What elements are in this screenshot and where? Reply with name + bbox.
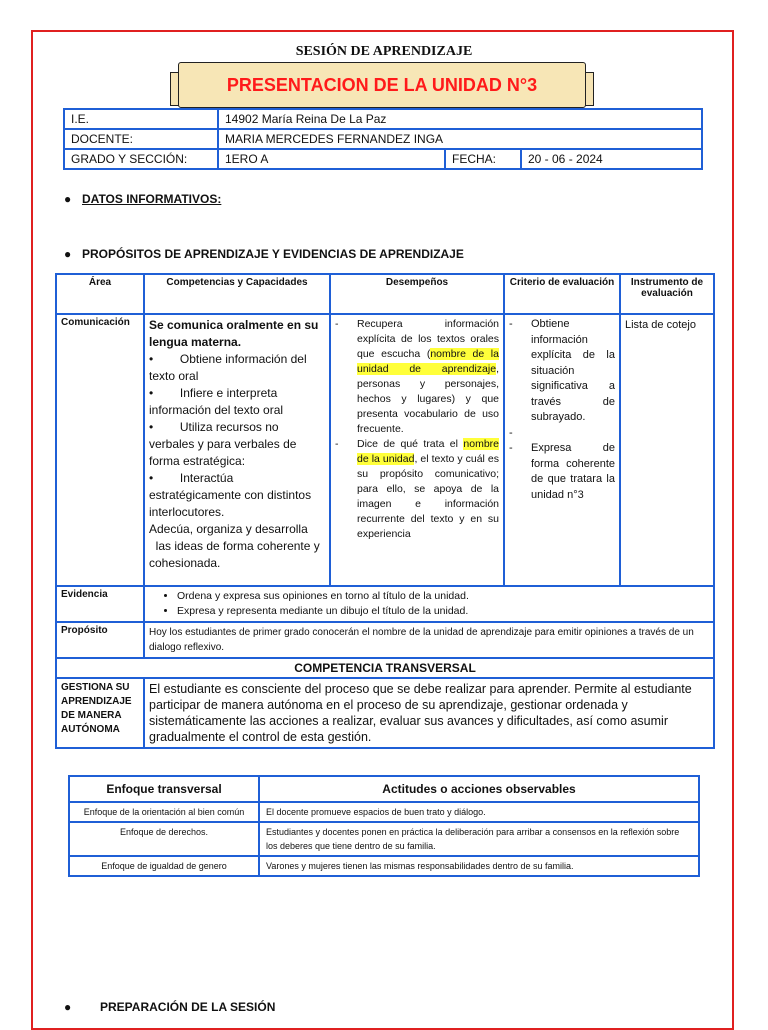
instrumento-cell: Lista de cotejo — [620, 314, 714, 586]
section-datos-label: DATOS INFORMATIVOS: — [82, 192, 222, 206]
competencia-title: Se comunica oralmente en su lengua materna. — [149, 318, 319, 349]
header-enfoque: Enfoque transversal — [69, 776, 259, 802]
info-row-grado — [64, 149, 702, 169]
desempeno-item — [335, 437, 499, 542]
section-propositos-label: PROPÓSITOS DE APRENDIZAJE Y EVIDENCIAS DE APRENDIZAJE — [82, 247, 464, 261]
competencias-cell — [144, 314, 330, 586]
enfoque-actitud: Estudiantes y docentes ponen en práctica la deliberación para arribar a consensos en la reflexión sobre los deberes que tiene dentro de su familia. — [259, 822, 699, 856]
desempeno-text-part: , el texto y cuál es su propósito comunicativo; para ello, se apoya de la imagen e información recurrente del texto y en su experiencia — [357, 453, 500, 540]
evidencia-item: • Expresa y representa mediante un dibujo el título de la unidad. — [177, 604, 709, 619]
capacidad-item: • Infiere e interpreta información del texto oral — [149, 386, 284, 417]
capacidad-item: • Utiliza recursos no verbales y para verbales de forma estratégica: — [149, 420, 297, 468]
docente-value: MARIA MERCEDES FERNANDEZ INGA — [218, 129, 702, 149]
gestiona-text: El estudiante es consciente del proceso que se debe realizar para aprender. Permite al estudiante participar de manera autónoma en el proceso de su aprendizaje, gestionar ordenada y sistemáticamente las acciones a realizar, evaluar sus avances y dificultades, así como asumir gradualmente el control de esta gestión. — [144, 678, 714, 748]
docente-label: DOCENTE: — [64, 129, 218, 149]
enfoque-table — [68, 775, 700, 877]
criterio-text: Expresa de forma coherente de que tratara la unidad n°3 — [531, 442, 615, 501]
fecha-label: FECHA: — [445, 149, 521, 169]
desempeno-text — [357, 317, 499, 437]
header-actitudes: Actitudes o acciones observables — [259, 776, 699, 802]
enfoque-row — [69, 856, 699, 876]
enfoque-actitud: El docente promueve espacios de buen trato y diálogo. — [259, 802, 699, 822]
enfoque-row — [69, 802, 699, 822]
desempenos-cell — [330, 314, 504, 586]
evidencia-cell — [144, 586, 714, 622]
enfoque-name: Enfoque de derechos. — [69, 822, 259, 856]
purposes-header-row — [56, 274, 714, 314]
gestiona-row — [56, 678, 714, 748]
bullet-icon: ● — [64, 192, 72, 206]
area-cell: Comunicación — [56, 314, 144, 586]
proposito-label: Propósito — [56, 622, 144, 658]
criterio-cell — [504, 314, 620, 586]
transversal-title: COMPETENCIA TRANSVERSAL — [56, 658, 714, 678]
capacidad-item: Adecúa, organiza y desarrolla las ideas de forma coherente y cohesionada. — [149, 522, 320, 570]
purposes-table — [55, 273, 715, 749]
enfoque-row — [69, 822, 699, 856]
capacidad-item: • Obtiene información del texto oral — [149, 352, 307, 383]
section-datos — [64, 192, 221, 206]
criterio-item — [509, 441, 615, 503]
dash-icon: - — [335, 438, 339, 450]
desempeno-item — [335, 317, 499, 437]
dash-icon: - — [335, 318, 339, 330]
desempeno-text-part: , personas y personajes, hechos y lugares) y que presenta vocabulario de uso frecuente. — [357, 363, 499, 435]
section-preparacion — [64, 1000, 275, 1014]
ie-label: I.E. — [64, 109, 218, 129]
info-row-ie — [64, 109, 702, 129]
evidencia-item: • Ordena y expresa sus opiniones en torno al título de la unidad. — [177, 589, 709, 604]
dash-icon: - — [509, 426, 513, 439]
title-banner — [170, 62, 594, 114]
desempeno-text-part: Recupera información explícita de los textos orales que escucha ( — [357, 318, 499, 360]
dash-icon: - — [509, 318, 513, 330]
bullet-icon: ● — [64, 247, 72, 261]
proposito-text: Hoy los estudiantes de primer grado conocerán el nombre de la unidad de aprendizaje para emitir opiniones a través de un dialogo reflexivo. — [144, 622, 714, 658]
grado-value: 1ERO A — [218, 149, 445, 169]
bullet-icon: ● — [64, 1000, 72, 1014]
info-table — [63, 108, 703, 170]
dash-icon: - — [509, 442, 513, 454]
transversal-row — [56, 658, 714, 678]
criterio-text: Obtiene información explícita de la situación significativa a través de subrayado. — [531, 318, 615, 423]
enfoque-header-row — [69, 776, 699, 802]
enfoque-name: Enfoque de la orientación al bien común — [69, 802, 259, 822]
evidencia-label: Evidencia — [56, 586, 144, 622]
enfoque-name: Enfoque de igualdad de genero — [69, 856, 259, 876]
criterio-item — [509, 317, 615, 426]
banner-title: PRESENTACION DE LA UNIDAD N°3 — [178, 62, 586, 108]
header-desempenos: Desempeños — [330, 274, 504, 314]
section-propositos — [64, 247, 464, 261]
purposes-content-row — [56, 314, 714, 586]
evidencia-row — [56, 586, 714, 622]
capacidad-item: • Interactúa estratégicamente con distintos interlocutores. — [149, 471, 312, 519]
header-criterio: Criterio de evaluación — [504, 274, 620, 314]
header-instrumento: Instrumento de evaluación — [620, 274, 714, 314]
fecha-value: 20 - 06 - 2024 — [521, 149, 702, 169]
header-competencias: Competencias y Capacidades — [144, 274, 330, 314]
highlighted-text: nombre de la unidad — [357, 438, 499, 465]
ie-value: 14902 María Reina De La Paz — [218, 109, 702, 129]
info-row-docente — [64, 129, 702, 149]
desempeno-text-part: Dice de qué trata el — [357, 438, 464, 450]
header-area: Área — [56, 274, 144, 314]
highlighted-text: nombre de la unidad de aprendizaje — [357, 348, 499, 375]
gestiona-label: GESTIONA SU APRENDIZAJE DE MANERA AUTÓNOMA — [56, 678, 144, 748]
evidencia-list — [149, 589, 709, 619]
grado-label: GRADO Y SECCIÓN: — [64, 149, 218, 169]
enfoque-actitud: Varones y mujeres tienen las mismas responsabilidades dentro de su familia. — [259, 856, 699, 876]
proposito-row — [56, 622, 714, 658]
section-preparacion-label: PREPARACIÓN DE LA SESIÓN — [100, 1000, 276, 1014]
session-title: SESIÓN DE APRENDIZAJE — [295, 44, 473, 59]
desempeno-text — [357, 437, 499, 542]
